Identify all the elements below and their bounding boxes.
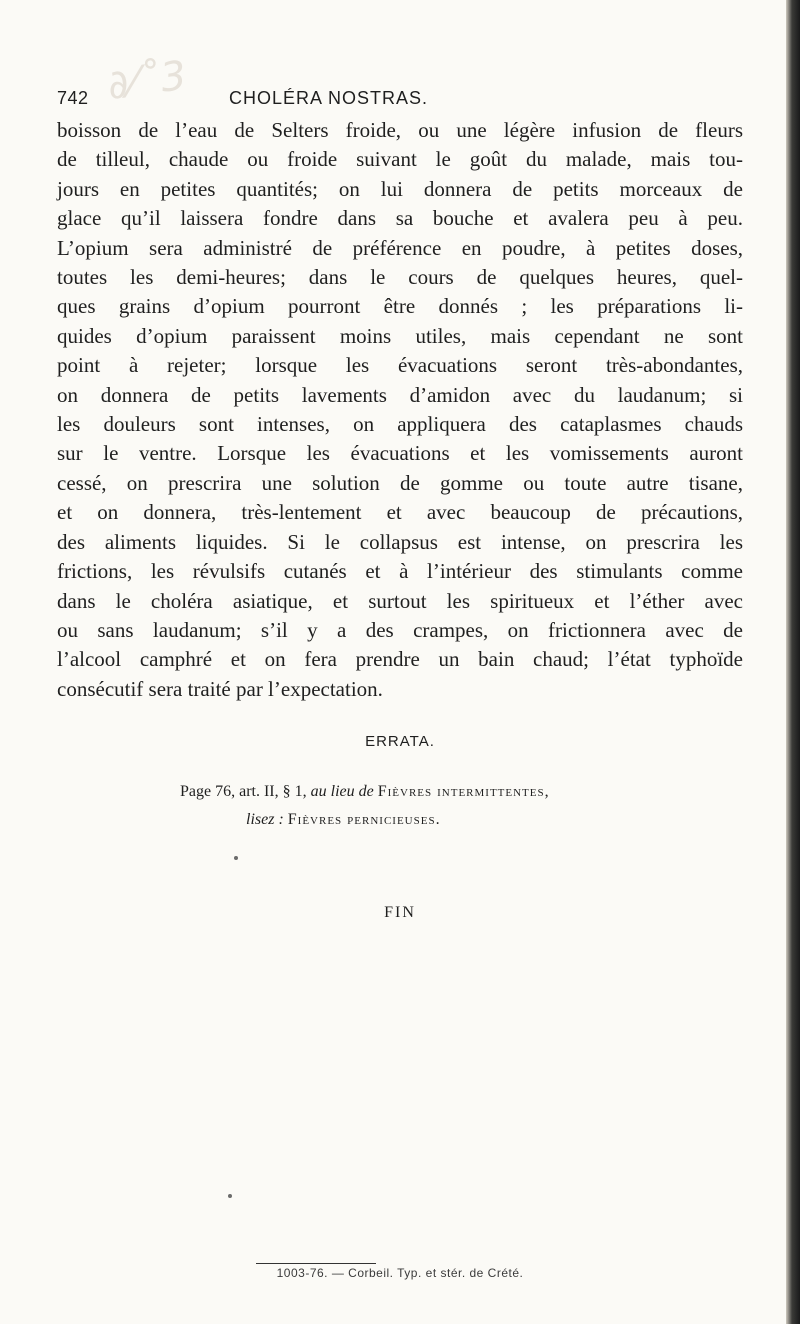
running-title: CHOLÉRA NOSTRAS.: [229, 88, 429, 108]
text-line: boisson de l’eau de Selters froide, ou une légère infusion de fleurs: [57, 118, 743, 142]
errata-heading: ERRATA.: [365, 733, 435, 750]
text-line: jours en petites quantités; on lui donnera de petits morceaux de: [57, 176, 743, 201]
text-line: on donnera de petits lavements d’amidon avec du laudanum; si: [57, 382, 743, 407]
errata-line-1: [180, 778, 740, 806]
text-line: et on donnera, très-lentement et avec beaucoup de précautions,: [57, 500, 743, 525]
ink-speck: [228, 1194, 232, 1198]
text-line: glace qu’il laissera fondre dans sa bouche et avalera peu à peu.: [57, 206, 743, 231]
errata-reference: Page 76, art. II, § 1,: [180, 783, 307, 800]
printer-imprint: 1003-76. — Corbeil. Typ. et stér. de Crété.: [276, 1266, 524, 1280]
text-line: sur le ventre. Lorsque les évacuations et les vomissements auront: [57, 441, 743, 466]
text-line: L’opium sera administré de préférence en poudre, à petites doses,: [57, 235, 743, 260]
text-line: des aliments liquides. Si le collapsus est intense, on prescrira les: [57, 529, 743, 554]
text-line: consécutif sera traité par l’expectation.: [57, 676, 383, 701]
page-edge-shadow: [786, 0, 800, 1324]
errata-entry: [180, 778, 740, 834]
errata-instead-of: au lieu de: [310, 783, 374, 800]
body-paragraph: [57, 116, 743, 704]
errata-read: lisez :: [246, 811, 284, 828]
text-line: ques grains d’opium pourront être donnés ; les préparations li-: [57, 294, 743, 319]
text-line: frictions, les révulsifs cutanés et à l’intérieur des stimulants comme: [57, 559, 743, 584]
page-number: 742: [57, 88, 89, 108]
text-line: l’alcool camphré et on fera prendre un bain chaud; l’état typhoïde: [57, 647, 743, 672]
text-line: de tilleul, chaude ou froide suivant le goût du malade, mais tou-: [57, 147, 743, 172]
text-line: ou sans laudanum; s’il y a des crampes, on frictionnera avec de: [57, 617, 743, 642]
text-line: quides d’opium paraissent moins utiles, mais cependant ne sont: [57, 323, 743, 348]
end-mark: FIN: [384, 904, 416, 921]
text-line: point à rejeter; lorsque les évacuations seront très-abondantes,: [57, 353, 743, 378]
ink-speck: [234, 856, 238, 860]
imprint-rule: [256, 1263, 376, 1264]
errata-correct-text: Fièvres pernicieuses.: [287, 811, 441, 828]
text-line: toutes les demi-heures; dans le cours de quelques heures, quel-: [57, 265, 743, 290]
errata-line-2: [180, 806, 740, 834]
text-line: dans le choléra asiatique, et surtout les spiritueux et l’éther avec: [57, 588, 743, 613]
text-line: cessé, on prescrira une solution de gomme ou toute autre tisane,: [57, 470, 743, 495]
errata-wrong-text: Fièvres intermittentes,: [377, 783, 550, 800]
text-line: les douleurs sont intenses, on appliquera des cataplasmes chauds: [57, 412, 743, 437]
faint-stamp-mark: ∂⁄˚3: [104, 52, 192, 110]
running-head: [57, 88, 737, 114]
